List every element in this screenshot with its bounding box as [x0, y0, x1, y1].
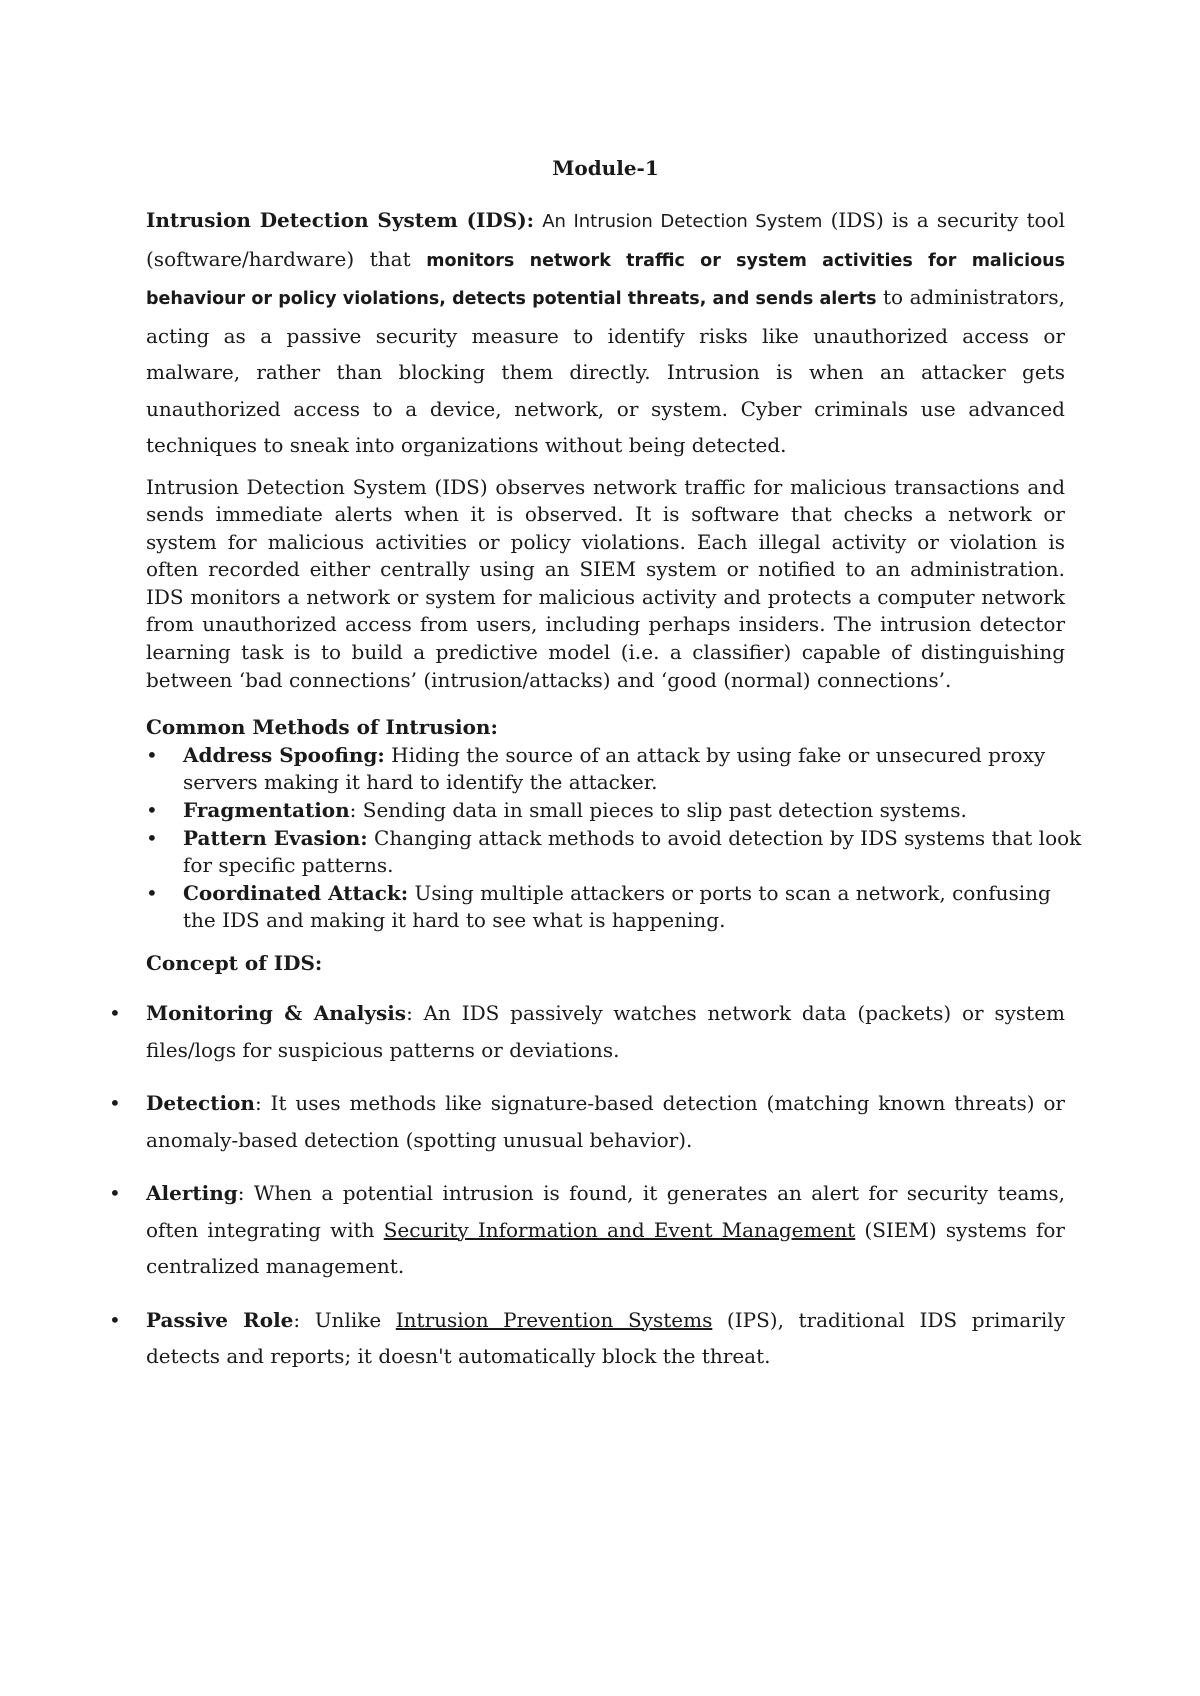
concept-text: : Unlike — [293, 1307, 396, 1332]
methods-heading: Common Methods of Intrusion: — [146, 715, 498, 740]
bullet: • — [109, 1001, 121, 1025]
method-text: : Sending data in small pieces to slip past detection systems. — [349, 798, 967, 823]
intro-sans-lead: An Intrusion Detection System — [542, 211, 823, 232]
concept-item-alerting — [109, 1175, 1065, 1285]
method-term: Pattern Evasion: — [183, 825, 368, 850]
intro-paragraph — [146, 202, 1065, 464]
concept-term: Alerting — [146, 1181, 238, 1205]
siem-link[interactable]: Security Information and Event Management — [383, 1217, 856, 1242]
list-item — [146, 797, 1083, 825]
concept-text: : It uses methods like signature-based detection (matching known threats) or anomaly-based detection (spotting unusual behavior). — [146, 1091, 1065, 1152]
concept-text: (IPS), traditional IDS primarily detects and reports; it doesn't automatically block the threat. — [146, 1307, 1065, 1368]
bullet: • — [146, 798, 158, 823]
list-item — [146, 825, 1083, 880]
method-text: Changing attack methods to avoid detection by IDS systems that look for specific patterns. — [183, 825, 1082, 878]
method-term: Coordinated Attack: — [183, 880, 409, 905]
concept-item-detection — [109, 1085, 1065, 1158]
concept-text: : When a potential intrusion is found, it generates an alert for security teams, often integrating with — [146, 1181, 1065, 1242]
ids-description-paragraph: Intrusion Detection System (IDS) observes network traffic for malicious transactions and sends immediate alerts when it is observed. It is software that checks a network or system for malicious activities or policy violations. Each illegal activity or violation is often recorded either centrally using an SIEM system or notified to an administration. IDS monitors a network or system for malicious activity and protects a computer network from unauthorized access from users, including perhaps insiders. The intrusion detector learning task is to build a predictive model (i.e. a classifier) capable of distinguishing between ‘bad connections’ (intrusion/attacks) and ‘good (normal) connections’. — [146, 474, 1065, 692]
concept-list — [109, 995, 1065, 1375]
intro-text-b: to administrators, acting as a passive security measure to identify risks like unauthorized access or malware, rather than blocking them directly. Intrusion is when an attacker gets unauthorized access to a device, network, or system. Cyber criminals use advanced techniques to sneak into organizations without being detected. — [146, 285, 1065, 457]
concept-item-passive-role — [109, 1302, 1065, 1375]
ips-link[interactable]: Intrusion Prevention Systems — [395, 1307, 713, 1332]
intro-bold-phrase: monitors network traffic or system activities for malicious behaviour or policy violations, detects potential threats, and sends alerts — [146, 250, 1066, 309]
page-title: Module-1 — [552, 156, 659, 180]
concept-heading: Concept of IDS: — [146, 951, 323, 975]
concept-text: : An IDS passively watches network data (packets) or system files/logs for suspicious patterns or deviations. — [146, 1001, 1065, 1062]
method-text: Hiding the source of an attack by using fake or unsecured proxy servers making it hard to identify the attacker. — [183, 742, 1046, 795]
list-item — [146, 742, 1083, 797]
intro-text-a: (IDS) is a security tool (software/hardware) that — [146, 208, 1065, 271]
bullet: • — [146, 742, 158, 767]
bullet: • — [109, 1091, 121, 1115]
bullet: • — [109, 1307, 121, 1332]
concept-term: Passive Role — [146, 1307, 294, 1332]
method-text: Using multiple attackers or ports to scan a network, confusing the IDS and making it hard to see what is happening. — [183, 880, 1051, 933]
concept-text: (SIEM) systems for centralized management. — [146, 1217, 1065, 1278]
intro-term: Intrusion Detection System (IDS): — [146, 208, 535, 232]
bullet: • — [146, 880, 158, 905]
method-term: Address Spoofing: — [183, 742, 385, 767]
bullet: • — [146, 825, 158, 850]
methods-list — [146, 742, 1082, 935]
method-term: Fragmentation — [183, 798, 350, 823]
bullet: • — [109, 1181, 121, 1205]
concept-item-monitoring — [109, 995, 1065, 1068]
concept-term: Detection — [146, 1091, 255, 1115]
concept-term: Monitoring & Analysis — [146, 1001, 407, 1025]
list-item — [146, 880, 1083, 935]
